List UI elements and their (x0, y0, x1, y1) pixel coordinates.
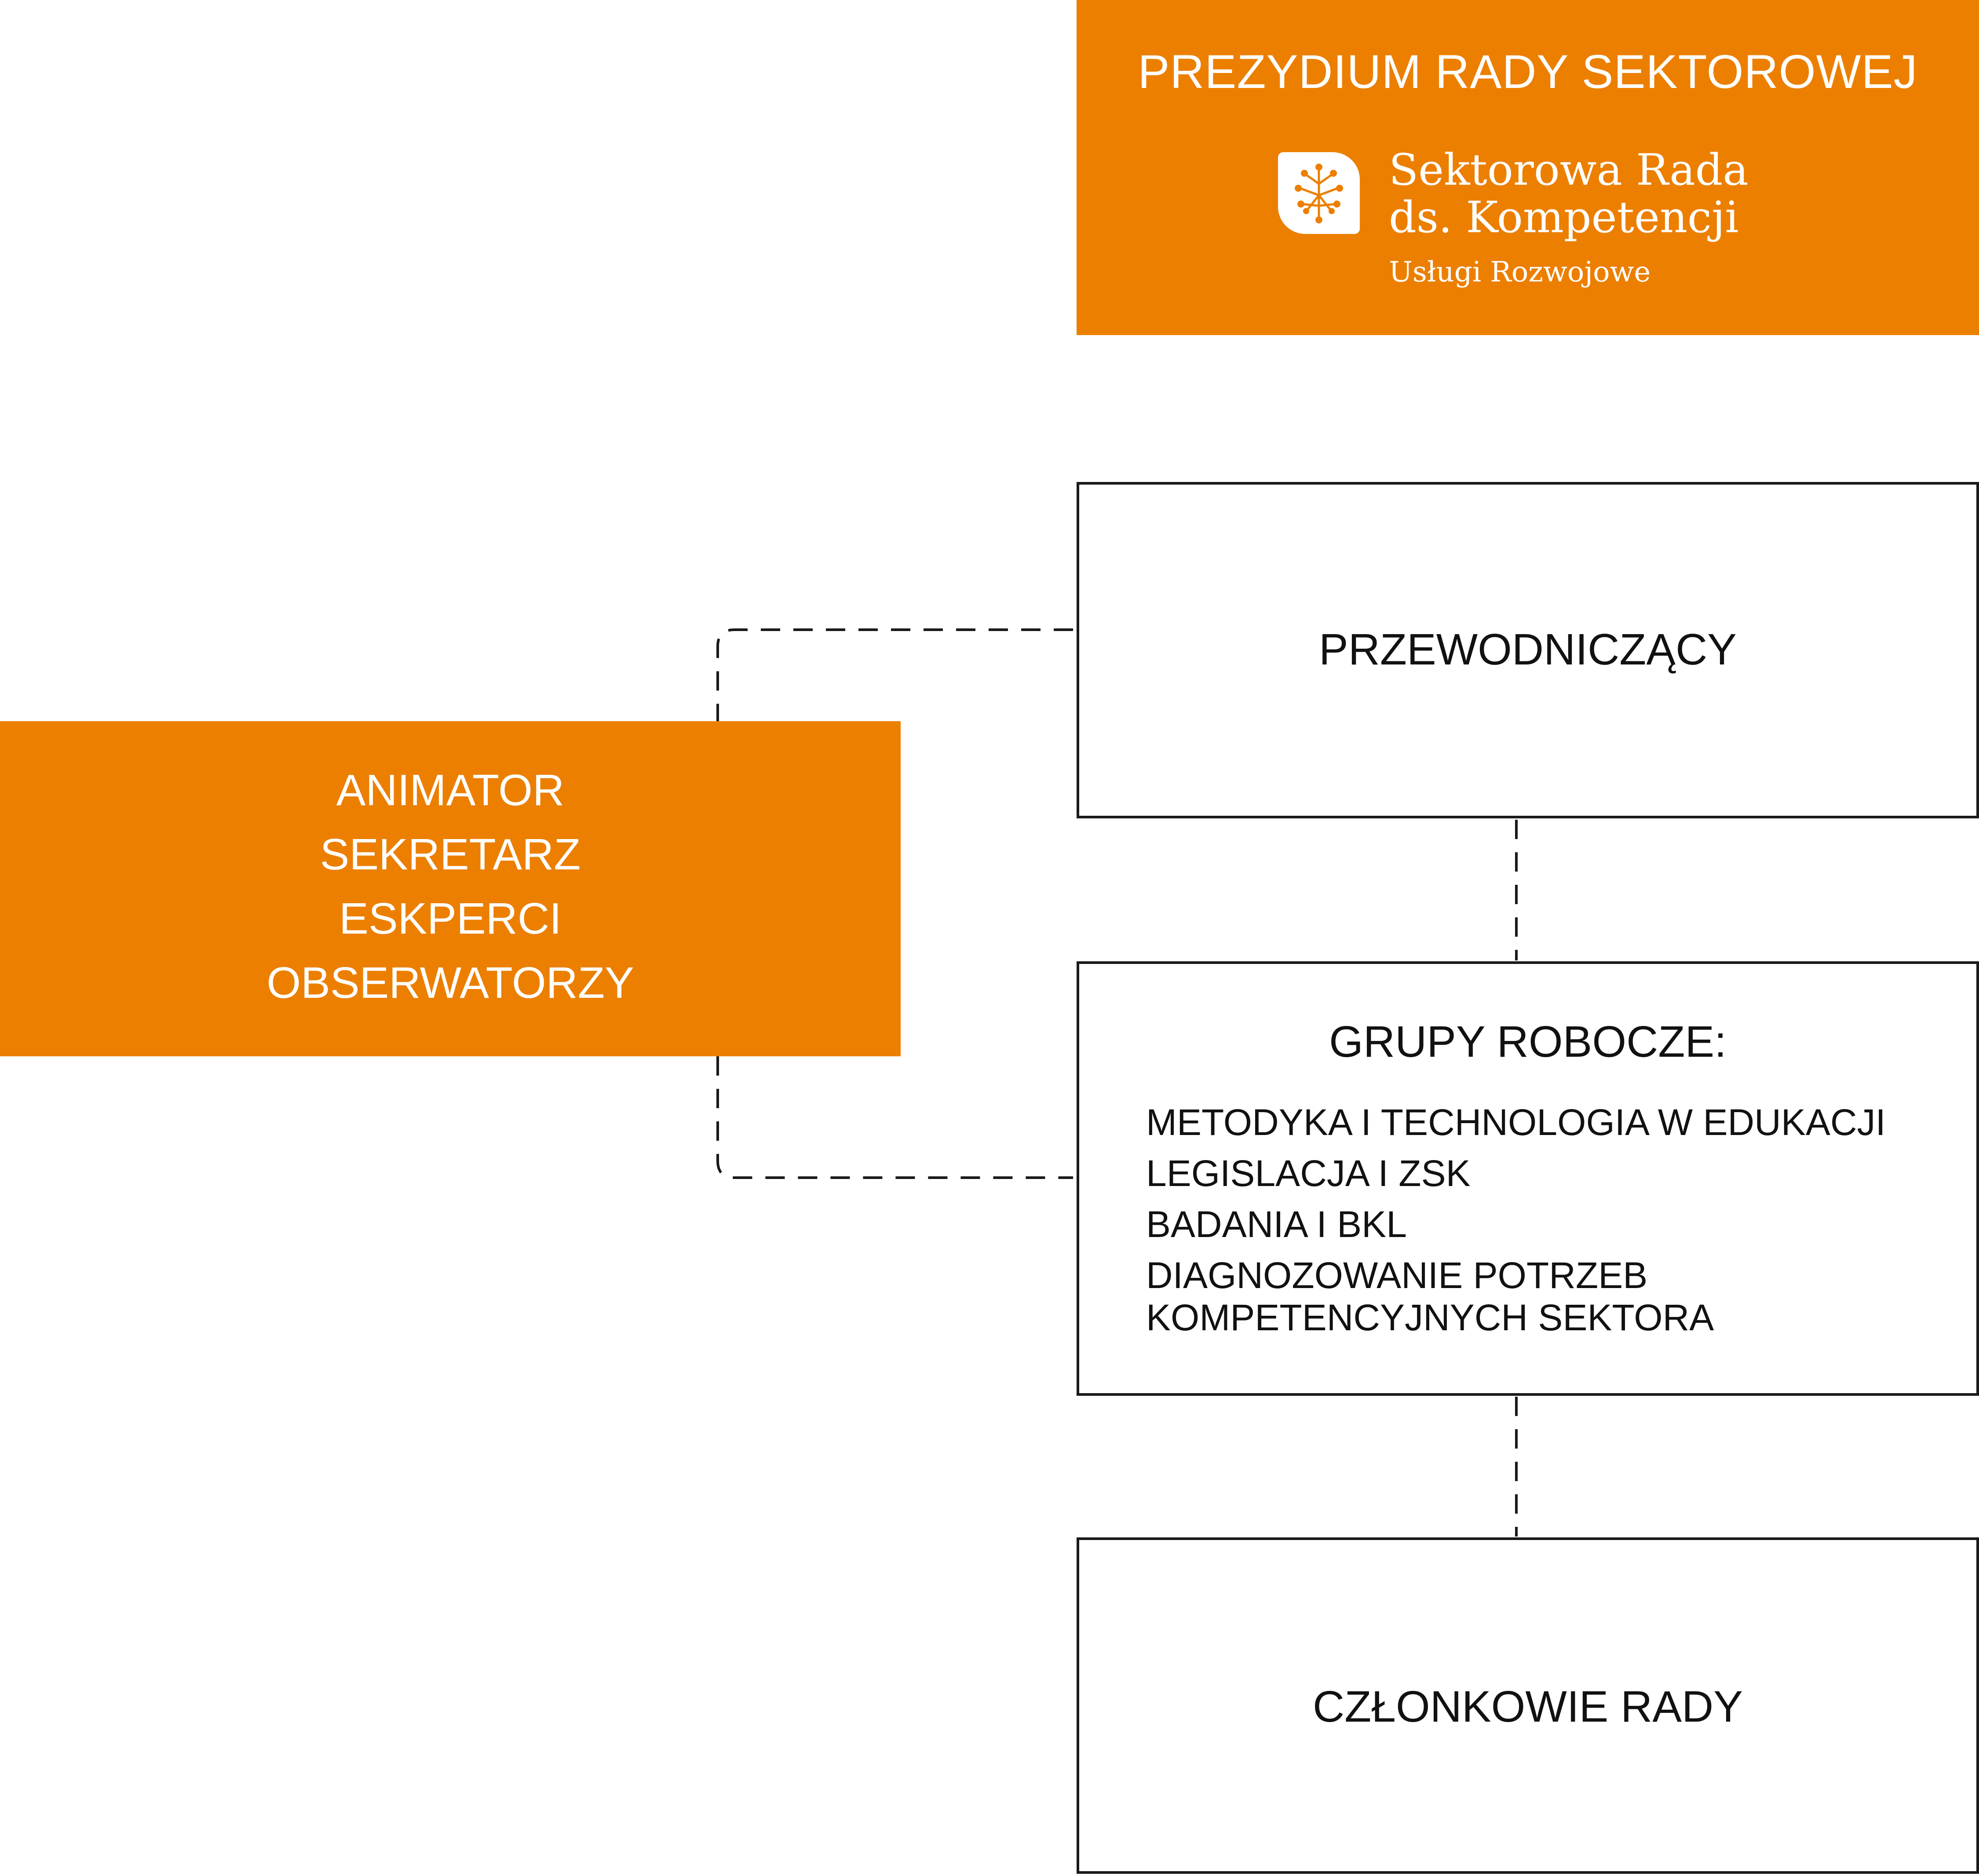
support-role-experts: ESKPERCI (339, 894, 562, 943)
support-roles-box (0, 721, 901, 1056)
council-logo (1278, 145, 1762, 303)
presidium-box (1077, 0, 1979, 335)
council-members-label: CZŁONKOWIE RADY (1313, 1682, 1743, 1731)
logo-text-line3: Usługi Rozwojowe (1389, 256, 1651, 288)
support-role-observers: OBSERWATORZY (267, 958, 634, 1007)
working-groups-box (1077, 961, 1979, 1396)
support-role-secretary: SEKRETARZ (320, 830, 581, 879)
support-role-animator: ANIMATOR (336, 766, 565, 815)
connector-support-to-groups (718, 1056, 1073, 1178)
working-group-item: DIAGNOZOWANIE POTRZEB KOMPETENCYJNYCH SEKTORA (1146, 1255, 1714, 1338)
council-members-box (1077, 1537, 1979, 1874)
working-groups-heading: GRUPY ROBOCZE: (1329, 1017, 1727, 1066)
working-group-item: BADANIA I BKL (1146, 1204, 1407, 1245)
chairman-box (1077, 482, 1979, 818)
presidium-title: PREZYDIUM RADY SEKTOROWEJ (1138, 45, 1918, 98)
logo-text-line2: ds. Kompetencji (1389, 193, 1739, 243)
chairman-label: PRZEWODNICZĄCY (1319, 625, 1737, 674)
tree-network-icon (1278, 152, 1360, 234)
working-group-item: LEGISLACJA I ZSK (1146, 1153, 1471, 1194)
working-group-item: METODYKA I TECHNOLOGIA W EDUKACJI (1146, 1102, 1886, 1143)
logo-text-line1: Sektorowa Rada (1389, 145, 1749, 195)
connector-chairman-to-support (718, 630, 1073, 721)
